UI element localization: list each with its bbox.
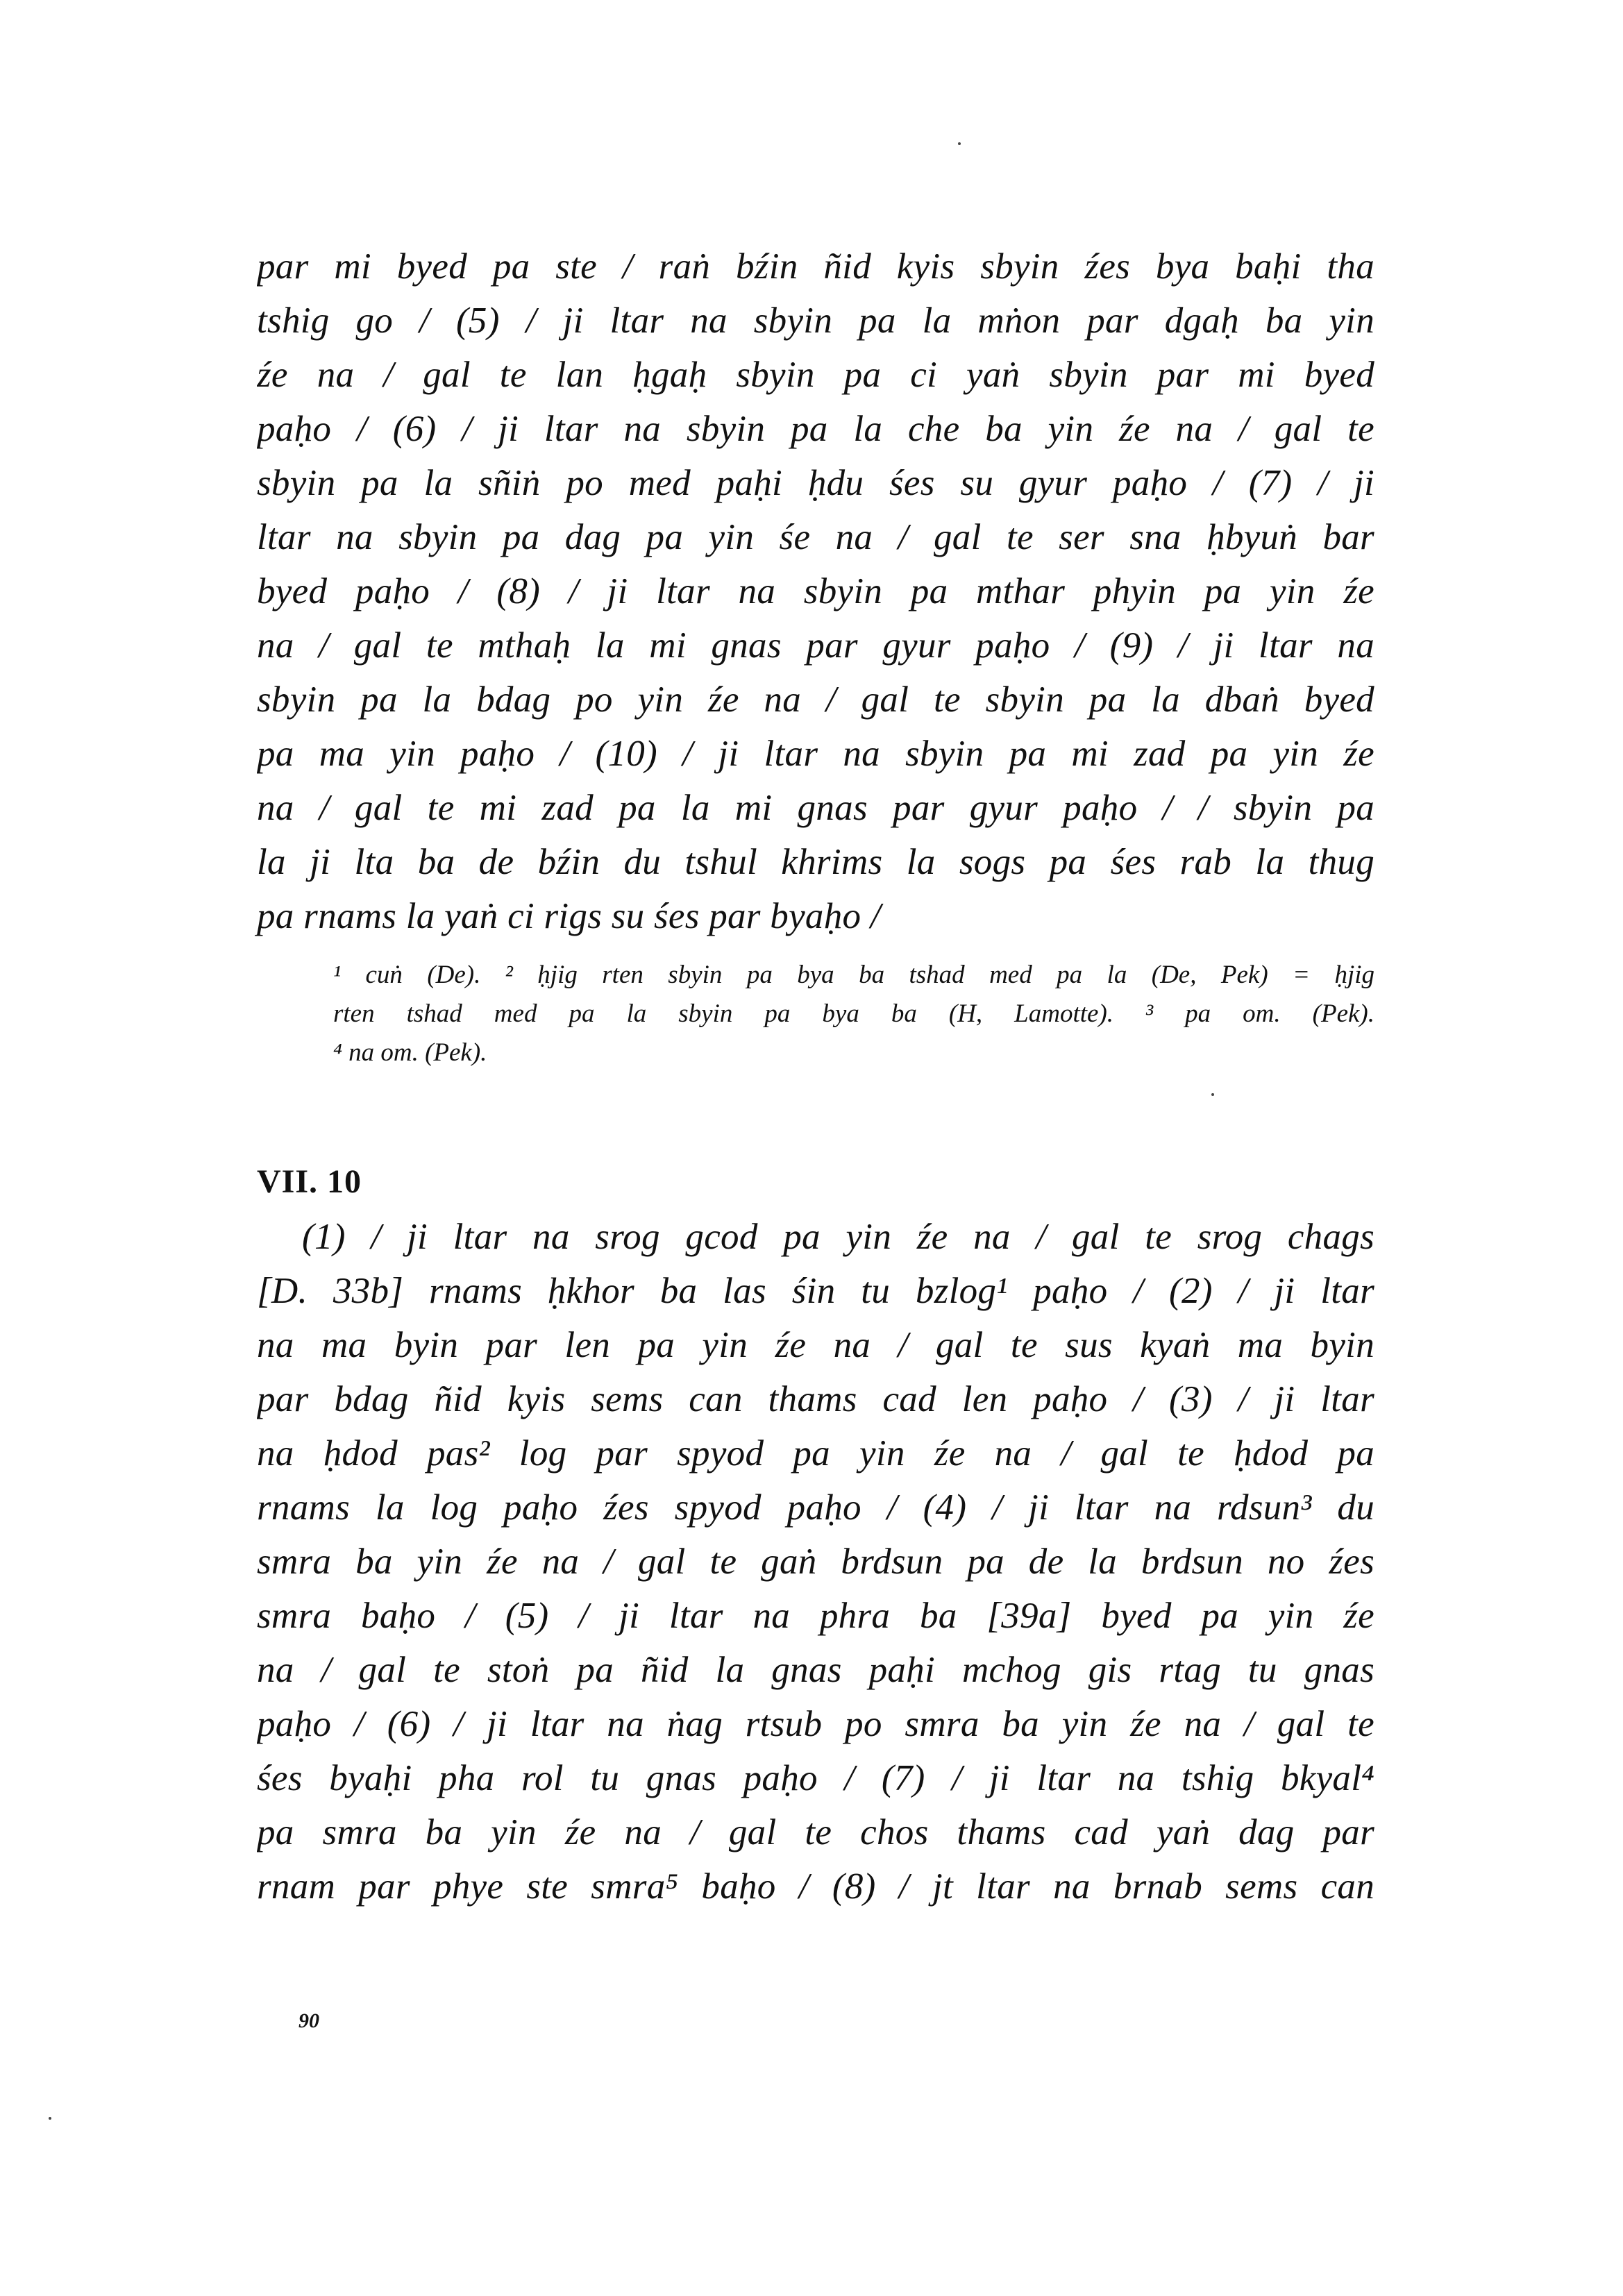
footnote-line: rten tshad med pa la sbyin pa bya ba (H, Lamotte). ³ pa om. (Pek).: [333, 999, 1374, 1028]
text-line: la ji lta ba de bźin du tshul khrims la sogs pa śes rab la thug: [257, 842, 1374, 882]
text-line: smra baḥo / (5) / ji ltar na phra ba [39a] byed pa yin źe: [257, 1596, 1374, 1636]
text-line: pa smra ba yin źe na / gal te chos thams cad yaṅ dag par: [257, 1812, 1374, 1852]
page-number: 90: [298, 2009, 319, 2032]
text-line: (1) / ji ltar na srog gcod pa yin źe na / gal te srog chags: [302, 1217, 1374, 1257]
text-line: par mi byed pa ste / raṅ bźin ñid kyis sbyin źes bya baḥi tha: [257, 246, 1374, 287]
text-line: sbyin pa la sñiṅ po med paḥi ḥdu śes su gyur paḥo / (7) / ji: [257, 463, 1374, 503]
text-line: par bdag ñid kyis sems can thams cad len paḥo / (3) / ji ltar: [257, 1379, 1374, 1419]
text-line: na ma byin par len pa yin źe na / gal te sus kyaṅ ma byin: [257, 1325, 1374, 1365]
speck-mark: [1211, 1093, 1214, 1096]
speck-mark: [958, 142, 961, 145]
text-line: rnam par phye ste smra⁵ baḥo / (8) / jt ltar na brnab sems can: [257, 1866, 1374, 1907]
text-line: na ḥdod pas² log par spyod pa yin źe na / gal te ḥdod pa: [257, 1433, 1374, 1474]
text-line: paḥo / (6) / ji ltar na sbyin pa la che ba yin źe na / gal te: [257, 409, 1374, 449]
page-content: [257, 239, 1374, 1914]
text-line: ltar na sbyin pa dag pa yin śe na / gal te ser sna ḥbyuṅ bar: [257, 517, 1374, 557]
section-text: [257, 1210, 1374, 1914]
text-line: paḥo / (6) / ji ltar na ṅag rtsub po smra ba yin źe na / gal te: [257, 1704, 1374, 1744]
text-line: rnams la log paḥo źes spyod paḥo / (4) / ji ltar na rdsun³ du: [257, 1487, 1374, 1528]
text-line: pa ma yin paḥo / (10) / ji ltar na sbyin pa mi zad pa yin źe: [257, 734, 1374, 774]
text-line: sbyin pa la bdag po yin źe na / gal te sbyin pa la dbaṅ byed: [257, 679, 1374, 720]
footnote-line: ⁴ na om. (Pek).: [333, 1038, 487, 1067]
text-line: smra ba yin źe na / gal te gaṅ brdsun pa de la brdsun no źes: [257, 1542, 1374, 1582]
text-line: byed paḥo / (8) / ji ltar na sbyin pa mthar phyin pa yin źe: [257, 571, 1374, 611]
speck-mark: [49, 2117, 51, 2120]
text-line: [D. 33b] rnams ḥkhor ba las śin tu bzlog¹ paḥo / (2) / ji ltar: [257, 1271, 1374, 1311]
body-text: [257, 239, 1374, 943]
footnotes: [257, 956, 1374, 1072]
section-heading: VII. 10: [257, 1163, 362, 1200]
text-line: na / gal te stoṅ pa ñid la gnas paḥi mchog gis rtag tu gnas: [257, 1650, 1374, 1690]
text-line: tshig go / (5) / ji ltar na sbyin pa la mṅon par dgaḥ ba yin: [257, 301, 1374, 341]
text-line: śes byaḥi pha rol tu gnas paḥo / (7) / ji ltar na tshig bkyal⁴: [257, 1758, 1374, 1798]
footnote-line: ¹ cuṅ (De). ² ḥjig rten sbyin pa bya ba tshad med pa la (De, Pek) = ḥjig: [333, 961, 1374, 989]
text-line: na / gal te mthaḥ la mi gnas par gyur paḥo / (9) / ji ltar na: [257, 625, 1374, 666]
text-line: na / gal te mi zad pa la mi gnas par gyur paḥo / / sbyin pa: [257, 788, 1374, 828]
text-line: pa rnams la yaṅ ci rigs su śes par byaḥo /: [257, 896, 881, 936]
text-line: źe na / gal te lan ḥgaḥ sbyin pa ci yaṅ sbyin par mi byed: [257, 355, 1374, 395]
